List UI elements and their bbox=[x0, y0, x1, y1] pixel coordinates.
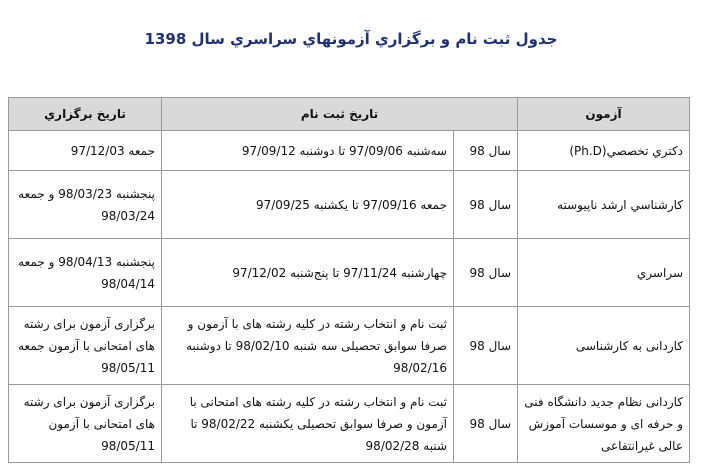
year-cell: سال 98 bbox=[454, 385, 518, 463]
holding-cell: برگزاری آزمون برای رشته های امتحانی با آزمون 98/05/11 bbox=[9, 385, 162, 463]
registration-cell: جمعه 97/09/16 تا يكشنبه 97/09/25 bbox=[162, 171, 454, 239]
registration-cell: چهارشنبه 97/11/24 تا پنج‌شنبه 97/12/02 bbox=[162, 239, 454, 307]
header-exam: آزمون bbox=[518, 98, 690, 131]
header-registration: تاريخ ثبت نام bbox=[162, 98, 518, 131]
registration-cell: ثبت نام و انتخاب رشته در کلیه رشته های با آزمون و صرفا سوابق تحصیلی سه شنبه 98/02/10 تا دوشنبه 98/02/16 bbox=[162, 307, 454, 385]
year-cell: سال 98 bbox=[454, 171, 518, 239]
registration-cell: سه‌شنبه 97/09/06 تا دوشنبه 97/09/12 bbox=[162, 131, 454, 171]
holding-cell: پنجشنبه 98/03/23 و جمعه 98/03/24 bbox=[9, 171, 162, 239]
exam-cell: کاردانی به کارشناسی bbox=[518, 307, 690, 385]
holding-cell: جمعه 97/12/03 bbox=[9, 131, 162, 171]
registration-cell: ثبت نام و انتخاب رشته در کلیه رشته های امتحانی با آزمون و صرفا سوابق تحصیلی یکشنبه 98/02/22 تا شنبه 98/02/28 bbox=[162, 385, 454, 463]
year-cell: سال 98 bbox=[454, 307, 518, 385]
year-cell: سال 98 bbox=[454, 131, 518, 171]
exam-schedule-table bbox=[8, 97, 690, 463]
exam-cell: کاردانی نظام جدید دانشگاه فنی و حرفه ای و موسسات آموزش عالی غیرانتفاعی bbox=[518, 385, 690, 463]
table-row bbox=[9, 171, 690, 239]
holding-cell: برگزاری آزمون برای رشته های امتحانی با آزمون جمعه 98/05/11 bbox=[9, 307, 162, 385]
exam-cell: دكتري تخصصي(Ph.D) bbox=[518, 131, 690, 171]
table-row bbox=[9, 131, 690, 171]
table-header-row bbox=[9, 98, 690, 131]
year-cell: سال 98 bbox=[454, 239, 518, 307]
table-row bbox=[9, 385, 690, 463]
table-row bbox=[9, 307, 690, 385]
holding-cell: پنجشنبه 98/04/13 و جمعه 98/04/14 bbox=[9, 239, 162, 307]
page-title: جدول ثبت نام و برگزاري آزمونهاي سراسري سال 1398 bbox=[144, 30, 558, 48]
table-row bbox=[9, 239, 690, 307]
header-holding: تاريخ برگزاري bbox=[9, 98, 162, 131]
exam-cell: كارشناسي ارشد ناپيوسته bbox=[518, 171, 690, 239]
exam-cell: سراسري bbox=[518, 239, 690, 307]
